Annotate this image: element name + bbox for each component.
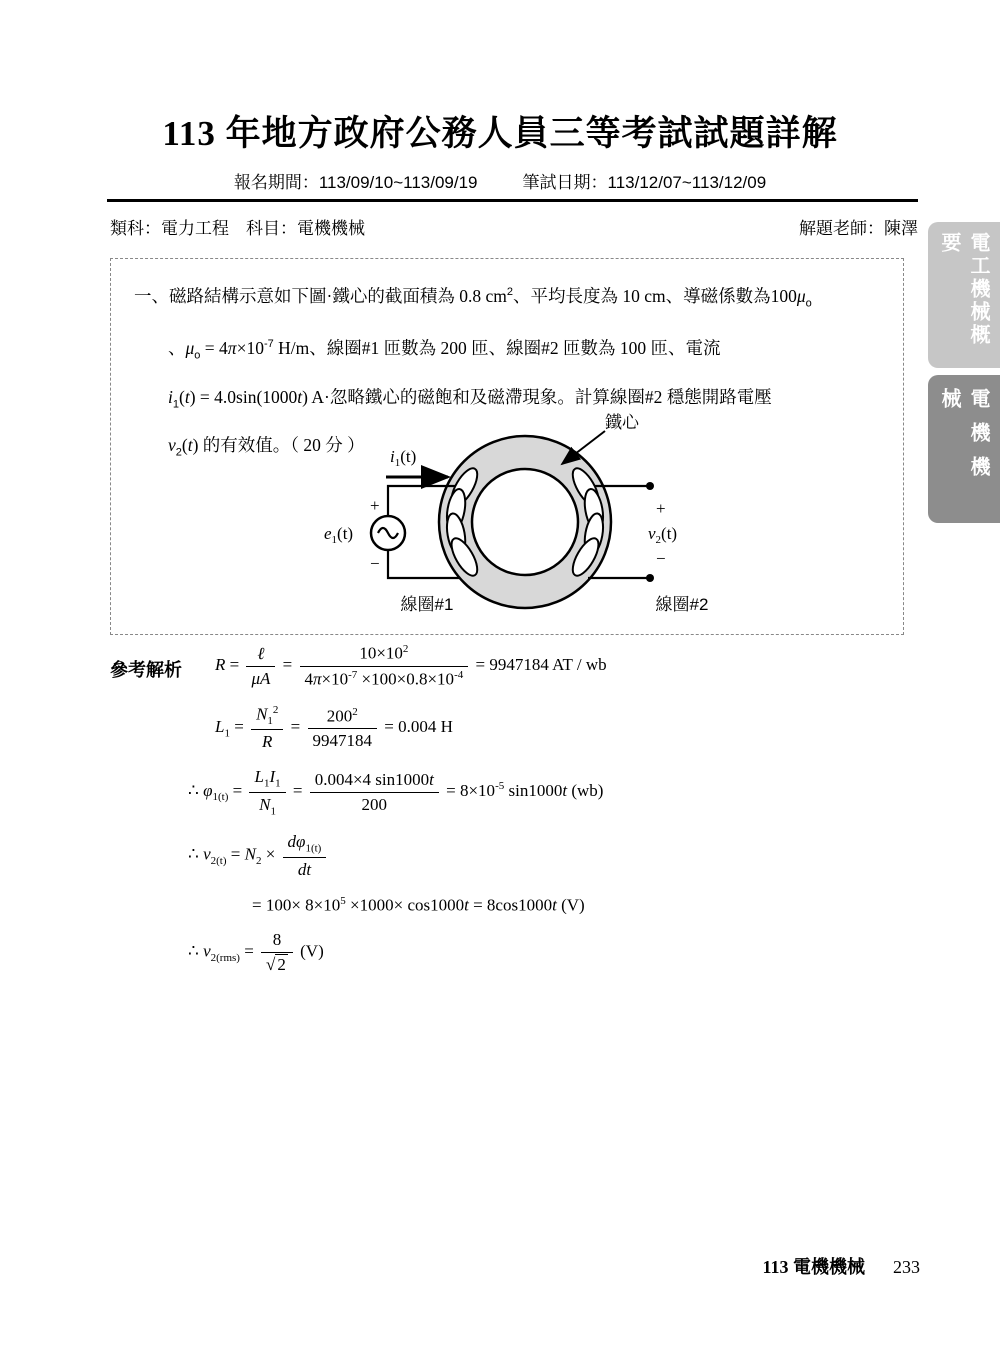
exam-dates-row [0, 168, 1000, 193]
source-label: $e_1(t)$ [324, 524, 354, 546]
category-row [110, 214, 918, 239]
category-subject: 類科：電力工程 科目：電機機械 [110, 219, 365, 238]
registration-period: 報名期間：113/09/10~113/09/19 [233, 173, 478, 192]
instructor: 解題老師：陳澤 [799, 219, 918, 238]
current-label: $i_1(t)$ [390, 447, 417, 469]
header-divider [107, 199, 918, 202]
index-tab-label: 電機機械 [938, 388, 989, 490]
secondary-top-terminal [646, 482, 654, 490]
page-footer [762, 1253, 920, 1279]
core-inner-circle [472, 469, 578, 575]
footer-book-title: 113 電機機械 [762, 1257, 865, 1277]
secondary-plus: + [656, 499, 666, 518]
question-line-3: $i_1(t) = 4.0\sin(1000t)$ A·忽略鐵心的磁飽和及磁滯現象。計算線圈#2 穩態開路電壓 [168, 386, 772, 411]
source-plus: + [370, 496, 380, 515]
index-tab-electric-machinery [928, 375, 1000, 523]
toroidal-transformer-diagram [300, 406, 730, 630]
index-tab-electrical-machinery-outline [928, 222, 1000, 368]
index-tab-label: 電工機械概要 [938, 232, 989, 347]
core-label: 鐵心 [605, 413, 639, 432]
coil-2-label: 線圈#2 [655, 595, 709, 614]
solution-equations [188, 643, 888, 990]
written-exam-date: 筆試日期：113/12/07~113/12/09 [522, 173, 767, 192]
secondary-minus: − [656, 549, 666, 568]
equation-inductance: $L_1$ = $\frac{N_1^2}{R}$ = $\frac{200^2}{9947184}$ = 0.004 H [215, 704, 453, 752]
equation-flux: ∴ $\varphi_{1(t)}$ = $\frac{L_1I_1}{N_1}$ = $\frac{0.004\times 4 \sin 1000t}{200}$ = $8\times 10^{-5}$ sin1000t (wb) [188, 767, 604, 818]
question-line-1: 一、磁路結構示意如下圖·鐵心的截面積為 0.8 $cm^2$、平均長度為 10 cm、導磁係數為$100\mu_o$ [134, 285, 812, 310]
source-minus: − [370, 554, 380, 573]
equation-v2-value: = $100\times 8\times 10^5 \times 1000\times \cos 1000t = 8\cos 1000t$ (V) [252, 894, 585, 915]
equation-v2-rms: ∴ $v_{2(rms)}$ = $\frac{8}{√ 2}$ (V) [188, 930, 324, 975]
question-line-2: 、$\mu_o = 4\pi\times 10^{-7}$ H/m、線圈#1 匝數為 200 匝、線圈#2 匝數為 100 匝、電流 [168, 338, 721, 362]
equation-reluctance: R = $\frac{\text{ℓ}}{\mu A}$ = $\frac{10\times 10^2}{4\pi\times 10^{-7} \times 100\times 0.8\times 10^{-4}}$ = 9947184 AT / wb [215, 643, 607, 689]
solution-heading: 參考解析 [110, 660, 182, 680]
secondary-bottom-terminal [646, 574, 654, 582]
secondary-voltage-label: $v_2(t)$ [648, 524, 678, 546]
coil-1-label: 線圈#1 [400, 595, 454, 614]
footer-page-number: 233 [893, 1257, 920, 1277]
equation-v2-derivative: ∴ $v_{2(t)} = N_2$ × $\frac{d\varphi_{1(t)}}{dt}$ [188, 832, 888, 879]
page-title: 113 年地方政府公務人員三等考試試題詳解 [162, 114, 838, 153]
question-line-4: $v_2(t)$ 的有效值。（ 20 分 ） [168, 435, 365, 459]
